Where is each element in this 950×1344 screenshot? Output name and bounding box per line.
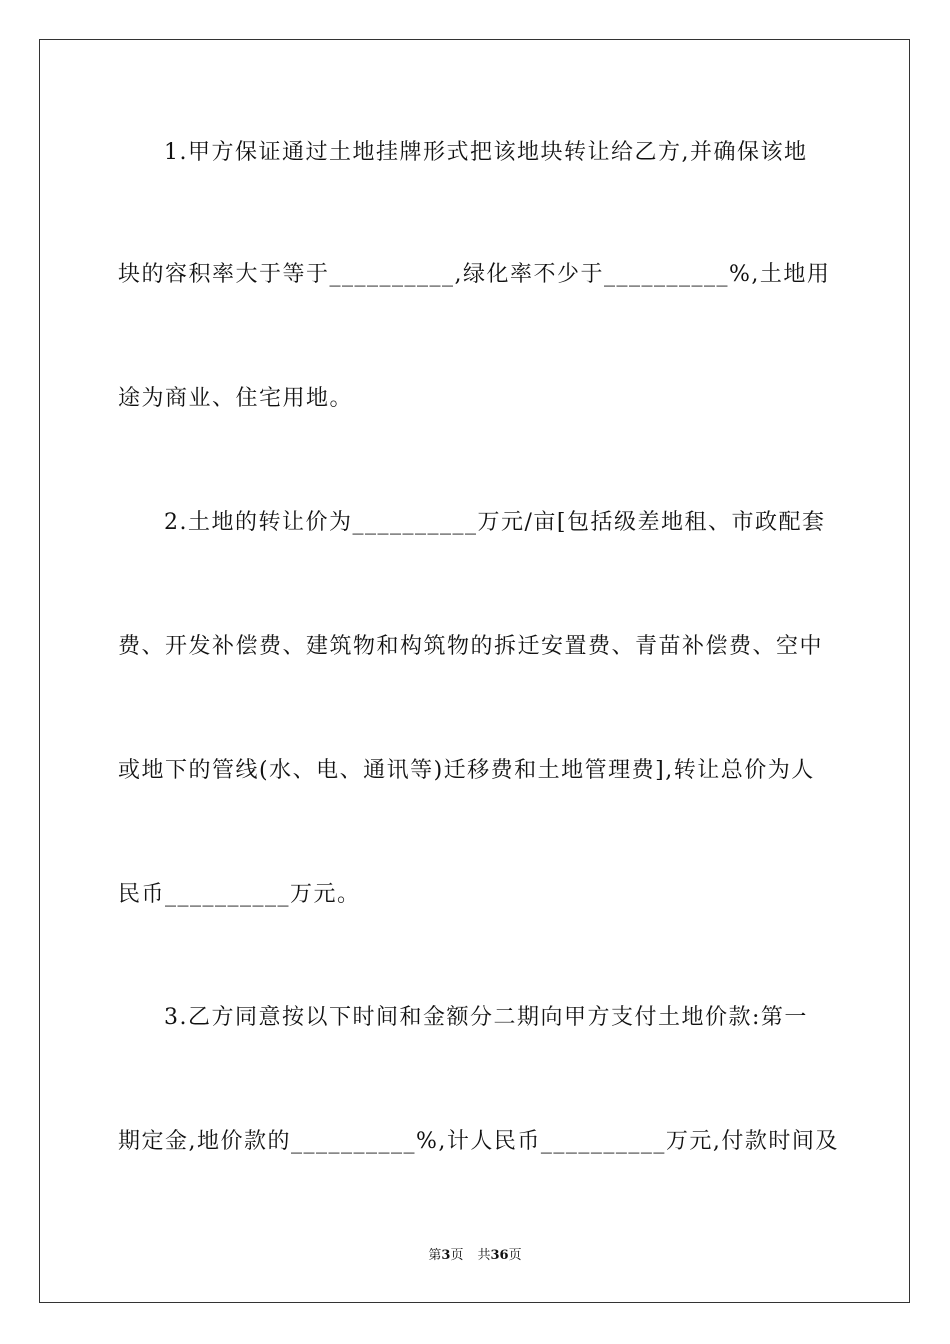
paragraph-2-line-1: 2.土地的转让价为__________万元/亩[包括级差地租、市政配套 — [164, 510, 826, 535]
total-prefix: 共 — [477, 1248, 491, 1263]
paragraph-1-line-1: 1.甲方保证通过土地挂牌形式把该地块转让给乙方,并确保该地 — [164, 140, 808, 165]
total-suffix: 页 — [508, 1248, 522, 1263]
paragraph-2-line-3: 或地下的管线(水、电、通讯等)迁移费和土地管理费],转让总价为人 — [118, 758, 815, 783]
paragraph-1-line-2: 块的容积率大于等于__________,绿化率不少于__________%,土地用 — [118, 262, 831, 287]
page-prefix: 第 — [428, 1248, 442, 1263]
paragraph-3-line-1: 3.乙方同意按以下时间和金额分二期向甲方支付土地价款:第一 — [164, 1005, 808, 1030]
paragraph-1-line-3: 途为商业、住宅用地。 — [118, 386, 354, 411]
total-pages: 36 — [490, 1248, 509, 1263]
page-footer — [0, 1247, 950, 1265]
page-suffix: 页 — [450, 1248, 464, 1263]
paragraph-3-line-2: 期定金,地价款的__________%,计人民币__________万元,付款时间及 — [118, 1129, 839, 1154]
page-frame — [39, 39, 910, 1303]
paragraph-2-line-4: 民币__________万元。 — [118, 882, 361, 907]
page-number: 3 — [441, 1248, 451, 1263]
paragraph-2-line-2: 费、开发补偿费、建筑物和构筑物的拆迁安置费、青苗补偿费、空中 — [118, 634, 824, 659]
